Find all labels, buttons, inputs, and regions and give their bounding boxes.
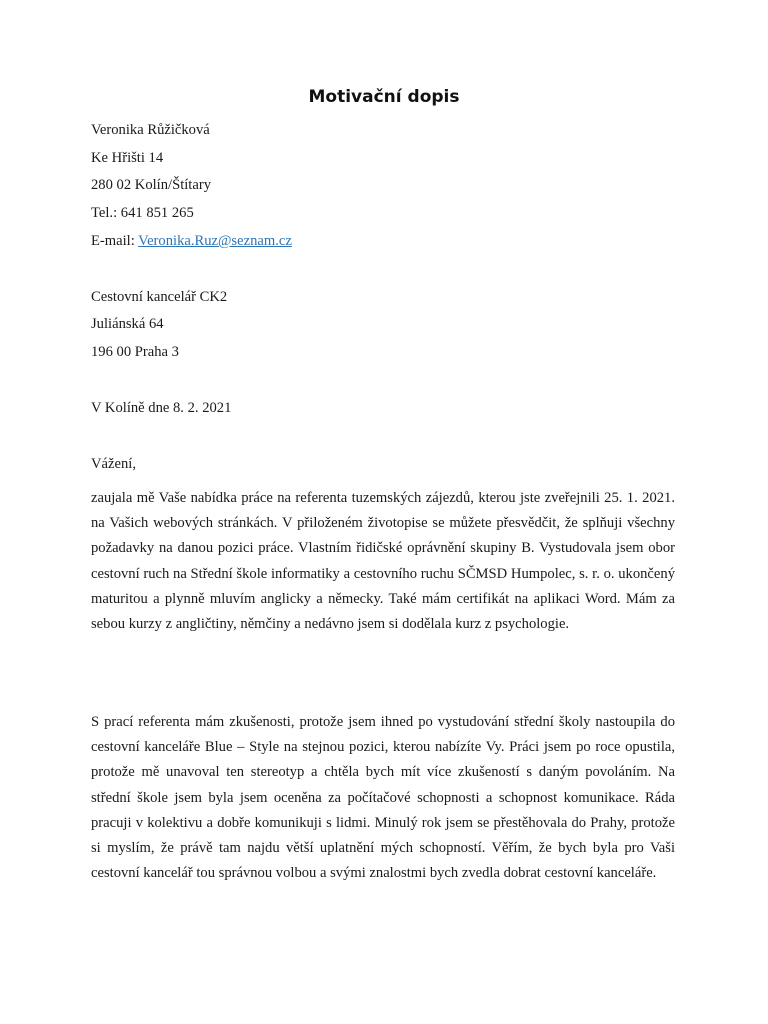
email-link[interactable]: Veronika.Ruz@seznam.cz <box>138 233 292 249</box>
body-paragraph-1: zaujala mě Vaše nabídka práce na referenta tuzemských zájezdů, kterou jste zveřejnili 25. 1. 2021. na Vašich webových stránkách. V přiloženém životopise se můžete přesvědčit, že splňuji všechny požadavky na danou pozici práce. Vlastním řidičské oprávnění skupiny B. Vystudovala jsem obor cestovní ruch na Střední škole informatiky a cestovního ruchu SČMSD Humpolec, s. r. o. ukončený maturitou a plynně mluvím anglicky a německy. Také mám certifikát na aplikaci Word. Mám za sebou kurzy z angličtiny, němčiny a nedávno jsem si dodělala kurz z psychologie. <box>91 490 675 633</box>
recipient-street: Juliánská 64 <box>91 316 164 332</box>
sender-name: Veronika Růžičková <box>91 122 210 138</box>
document-title: Motivační dopis <box>308 87 460 107</box>
recipient-name: Cestovní kancelář CK2 <box>91 289 228 305</box>
sender-city: 280 02 Kolín/Štítary <box>91 177 211 193</box>
sender-street: Ke Hřišti 14 <box>91 150 164 166</box>
sender-phone: Tel.: 641 851 265 <box>91 205 194 221</box>
sender-email-line <box>91 233 292 250</box>
salutation: Vážení, <box>91 456 136 472</box>
date-line: V Kolíně dne 8. 2. 2021 <box>91 400 232 416</box>
email-label: E-mail: <box>91 233 139 249</box>
body-paragraph-2: S prací referenta mám zkušenosti, protože jsem ihned po vystudování střední školy nastoupila do cestovní kanceláře Blue – Style na stejnou pozici, kterou nabízíte Vy. Práci jsem po roce opustila, protože mě unavoval ten stereotyp a chtěla bych mít více zkušeností s daným povoláním. Na střední škole jsem byla jsem oceněna za počítačové schopnosti a schopnost komunikace. Ráda pracuji v kolektivu a dobře komunikuji s lidmi. Minulý rok jsem se přestěhovala do Prahy, protože si myslím, že právě tam najdu větší uplatnění mých schopností. Věřím, že bych byla pro Vaši cestovní kancelář tou správnou volbou a svými znalostmi bych zvedla dobrat cestovní kanceláře. <box>91 714 675 882</box>
recipient-city: 196 00 Praha 3 <box>91 344 179 360</box>
